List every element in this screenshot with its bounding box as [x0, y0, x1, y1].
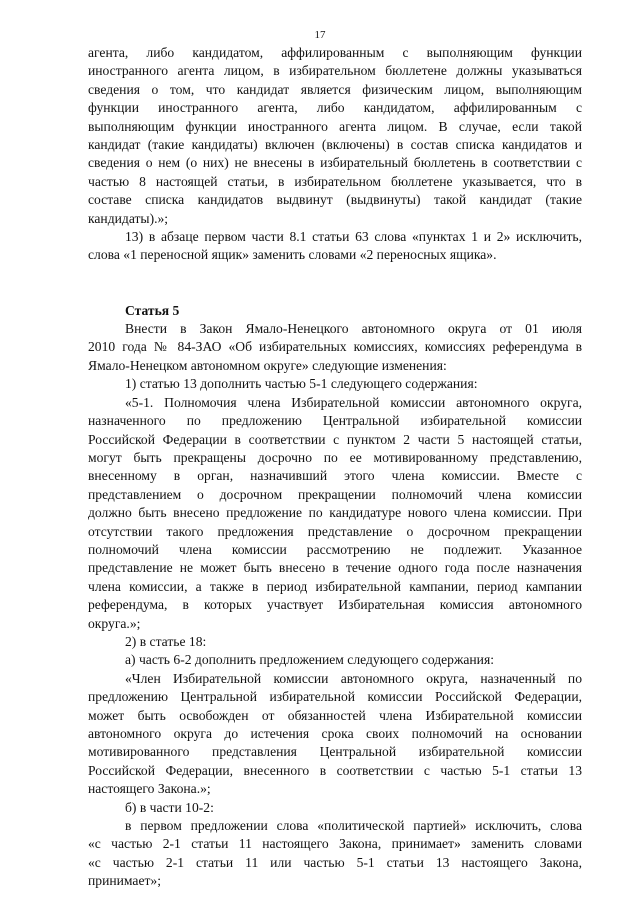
- text-line: могут быть прекращены досрочно по ее мотивированному представлению,: [88, 449, 582, 465]
- text-line: Российской Федерации, внесенного в соответствии с частью 5-1 статьи 13: [88, 762, 582, 778]
- paragraph-item-2a: а) часть 6-2 дополнить предложением следующего содержания:: [125, 652, 494, 668]
- text-line: отсутствии такого предложения представление о досрочном прекращении: [88, 523, 582, 539]
- paragraph-continuation: [88, 44, 582, 228]
- blank-line: [88, 283, 582, 301]
- text-line: полномочий члена комиссии рассмотрению не подлежит. Указанное: [88, 541, 582, 557]
- text-line: Российской Федерации в соответствии с пунктом 2 части 5 настоящей статьи,: [88, 431, 582, 447]
- paragraph-quote-6-2: [88, 670, 582, 799]
- text-line: представлением о досрочном прекращении полномочий члена комиссии: [88, 486, 582, 502]
- paragraph-final: [88, 817, 582, 891]
- text-line: частью 8 настоящей статьи, в избирательном бюллетене указывается, что в: [88, 173, 582, 189]
- paragraph-item-1: 1) статью 13 дополнить частью 5-1 следующего содержания:: [125, 376, 478, 392]
- text-line: предложению Центральной избирательной комиссии Российской Федерации,: [88, 689, 582, 705]
- text-line: выполняющим функции иностранного агента лицом. В случае, если такой: [88, 118, 582, 134]
- text-line: 13) в абзаце первом части 8.1 статьи 63 слова «пунктах 1 и 2» исключить,: [125, 229, 582, 245]
- text-line: мотивированного представления Центральной избирательной комиссии: [88, 744, 582, 760]
- paragraph-item-13: [88, 228, 582, 265]
- text-line: члена комиссии, а также в период избирательной кампании, период кампании: [88, 578, 582, 594]
- page-number: 17: [314, 29, 326, 41]
- text-line: «Член Избирательной комиссии автономного округа, назначенный по: [125, 670, 582, 686]
- blank-line: [88, 265, 582, 283]
- text-line: округа.»;: [88, 615, 141, 631]
- text-line: представление не может быть внесено в течение одного года после назначения: [88, 560, 582, 576]
- text-line: агента, либо кандидатом, аффилированным с выполняющим функции: [88, 45, 582, 60]
- text-line: принимает»;: [88, 873, 161, 889]
- text-line: внесенному в орган, назначивший этого члена комиссии. Вместе с: [88, 468, 582, 484]
- text-line: должно быть внесено предложение по кандидатуре нового члена комиссии. При: [88, 505, 582, 521]
- text-line: сведения о нем (о них) не внесены в избирательный бюллетень в соответствии с: [88, 155, 582, 171]
- text-line: «5-1. Полномочия члена Избирательной комиссии автономного округа,: [125, 394, 582, 410]
- text-line: «с частью 2-1 статьи 11 или частью 5-1 статьи 13 настоящего Закона,: [88, 854, 582, 870]
- text-line: кандидаты).»;: [88, 210, 169, 226]
- text-line: назначенного по предложению Центральной избирательной комиссии: [88, 413, 582, 429]
- paragraph-intro: [88, 320, 582, 375]
- paragraph-item-2b: б) в части 10-2:: [125, 799, 214, 815]
- document-body: [88, 44, 582, 891]
- text-line: кандидат (такие кандидаты) включен (включены) в состав списка кандидатов и: [88, 137, 582, 153]
- text-line: «с частью 2-1 статьи 11 настоящего Закона, принимает» заменить словами: [88, 836, 582, 852]
- text-line: автономного округа до истечения срока своих полномочий на основании: [88, 726, 582, 741]
- paragraph-quote-5-1: [88, 394, 582, 633]
- article-heading: Статья 5: [125, 302, 180, 318]
- text-line: 2010 года № 84-ЗАО «Об избирательных комиссиях, комиссиях референдума в: [88, 339, 582, 355]
- text-line: Внести в Закон Ямало-Ненецкого автономного округа от 01 июля: [125, 321, 582, 337]
- text-line: составе списка кандидатов выдвинут (выдвинуты) такой кандидат (такие: [88, 192, 582, 208]
- text-line: слова «1 переносной ящик» заменить словами «2 переносных ящика».: [88, 247, 497, 263]
- text-line: настоящего Закона.»;: [88, 781, 211, 797]
- text-line: референдума, в которых участвует Избирательная комиссия автономного: [88, 597, 582, 613]
- text-line: сведения о том, что кандидат является физическим лицом, выполняющим: [88, 81, 582, 97]
- text-line: может быть освобожден от обязанностей члена Избирательной комиссии: [88, 707, 582, 723]
- text-line: иностранного агента лицом, в избирательном бюллетене должны указываться: [88, 63, 582, 79]
- text-line: Ямало-Ненецком автономном округе» следующие изменения:: [88, 357, 447, 373]
- paragraph-item-2: 2) в статье 18:: [125, 633, 207, 649]
- text-line: функции иностранного агента, либо кандидатом, аффилированным с: [88, 100, 582, 116]
- text-line: в первом предложении слова «политической партией» исключить, слова: [125, 818, 582, 834]
